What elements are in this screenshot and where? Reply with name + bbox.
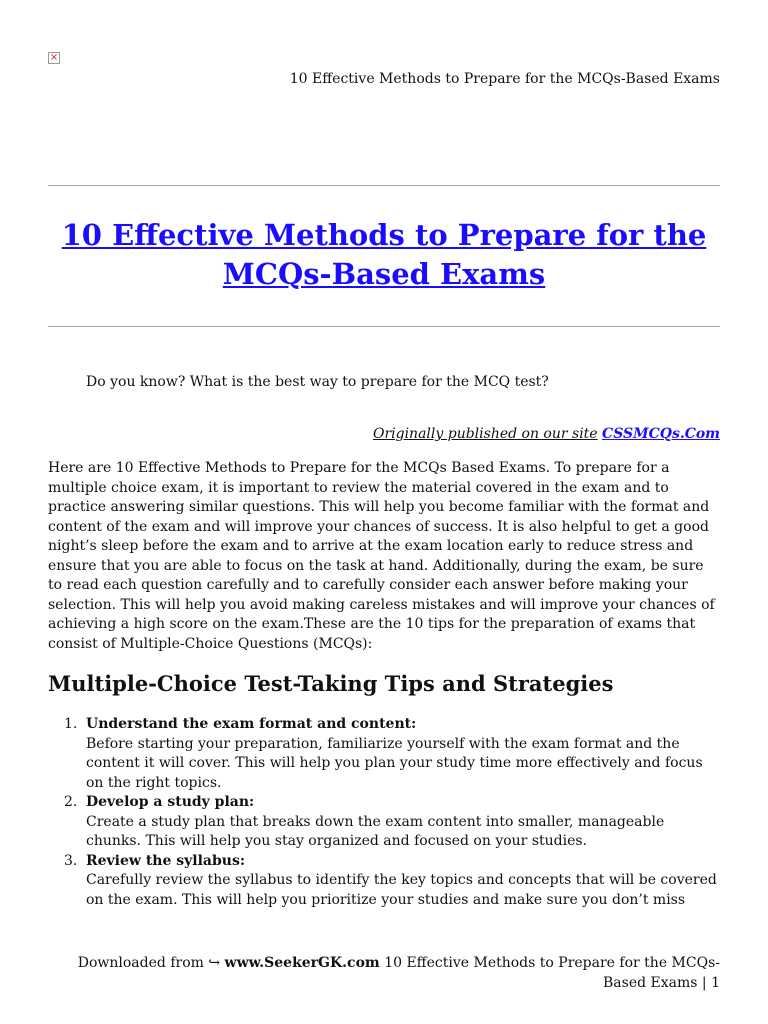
title-line-2: MCQs-Based Exams [222, 257, 546, 291]
list-item [48, 715, 720, 793]
published-note [373, 424, 720, 444]
broken-image-icon: × [49, 52, 59, 63]
tip-body: Before starting your preparation, familiarize yourself with the exam format and the content it will cover. This will help you plan your study time more effectively and focus on the right topics. [86, 735, 703, 791]
page-title [48, 216, 720, 294]
page-number: 1 [711, 975, 720, 991]
top-divider [48, 185, 720, 186]
footer-prefix: Downloaded from ↪ [77, 955, 221, 971]
list-number: 2. [64, 794, 78, 810]
list-item [48, 852, 720, 911]
seekergk-link[interactable]: www.SeekerGK.com [224, 955, 380, 971]
published-text: Originally published on our site [372, 426, 598, 442]
running-header-title: 10 Effective Methods to Prepare for the MCQs-Based Exams [289, 71, 720, 87]
footer-separator: | [701, 975, 707, 991]
title-line-1: 10 Effective Methods to Prepare for the [61, 218, 707, 252]
tip-title: Understand the exam format and content: [86, 716, 417, 732]
page-footer [48, 953, 720, 993]
tip-title: Review the syllabus: [86, 852, 245, 869]
list-number: 3. [64, 852, 78, 869]
title-link[interactable] [62, 218, 707, 291]
tips-list [48, 715, 720, 910]
tip-title: Develop a study plan: [86, 794, 255, 810]
tip-body: Carefully review the syllabus to identify the key topics and concepts that will be covered on the exam. This will help you prioritize your studies and make sure you don’t miss [86, 872, 717, 908]
footer-title: 10 Effective Methods to Prepare for the MCQs- [384, 955, 720, 971]
tip-body: Create a study plan that breaks down the exam content into smaller, manageable chunks. This will help you stay organized and focused on your studies. [86, 813, 665, 849]
intro-paragraph: Here are 10 Effective Methods to Prepare for the MCQs Based Exams. To prepare for a multiple choice exam, it is important to review the material covered in the exam and to practice answering similar questions. This will help you become familiar with the format and content of the exam and will improve your chances of success. It is also helpful to get a good night’s sleep before the exam and to arrive at the exam location early to reduce stress and ensure that you are able to focus on the task at hand. Additionally, during the exam, be sure to read each question carefully and to carefully consider each answer before making your selection. This will help you avoid making careless mistakes and will improve your chances of achieving a high score on the exam.These are the 10 tips for the preparation of exams that consist of Multiple-Choice Questions (MCQs): [48, 460, 715, 652]
list-item [48, 793, 720, 852]
intro-question: Do you know? What is the best way to prepare for the MCQ test? [86, 374, 549, 390]
footer-title-cont: Based Exams [603, 975, 698, 991]
list-number: 1. [64, 716, 78, 732]
cssmcqs-link[interactable]: CSSMCQs.Com [602, 426, 720, 442]
bottom-divider [48, 326, 720, 327]
section-heading: Multiple-Choice Test-Taking Tips and Strategies [48, 671, 614, 696]
